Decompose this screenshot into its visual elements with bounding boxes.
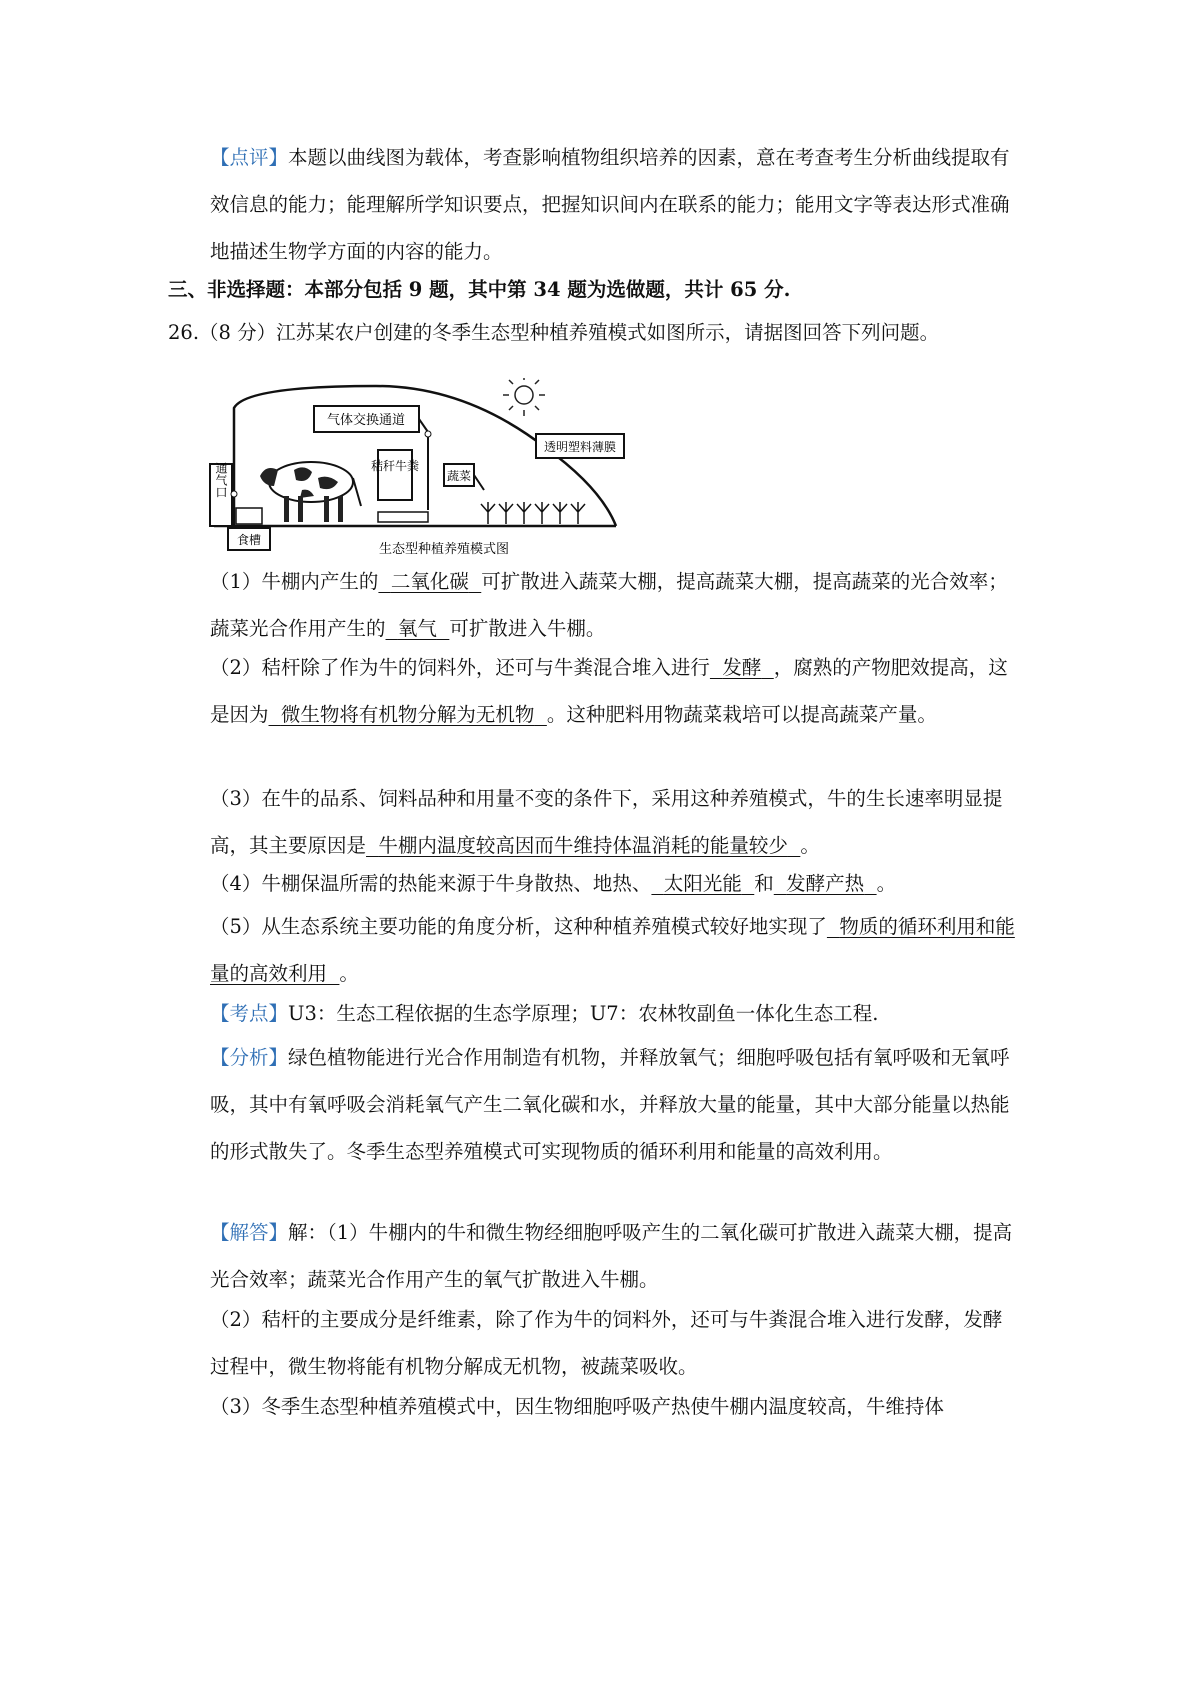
answer-ecosystem-function: 物质的循环利用和能量的高效利用 xyxy=(210,915,1015,985)
sub1-text-d: 可扩散进入牛棚。 xyxy=(449,617,606,640)
answer-solar: 太阳光能 xyxy=(663,872,742,895)
sub3-text-d: 。 xyxy=(800,834,820,857)
straw-box xyxy=(378,450,412,500)
veg-label: 蔬菜 xyxy=(446,469,472,483)
fenxi-paragraph xyxy=(210,1034,1020,1175)
answer-temperature: 牛棚内温度较高因而牛维持体温消耗的能量较少 xyxy=(378,834,788,857)
answer-oxygen: 氧气 xyxy=(397,617,437,640)
sub4-text-c: 和 xyxy=(754,872,774,895)
sub-question-4 xyxy=(210,860,1020,907)
sub2-text-c: ，腐熟的产物肥效提高，这是因为 xyxy=(210,656,1008,726)
vegetable-plants xyxy=(481,502,585,524)
answer-fermentation: 发酵 xyxy=(722,656,762,679)
sub-question-1 xyxy=(210,558,1020,652)
answer-fermentation-heat: 发酵产热 xyxy=(786,872,865,895)
jieda-paragraph-1 xyxy=(210,1209,1020,1303)
sun-icon xyxy=(503,378,545,416)
jieda-text-1: 解：（1）牛棚内的牛和微生物经细胞呼吸产生的二氧化碳可扩散进入蔬菜大棚，提高光合效率；蔬菜光合作用产生的氧气扩散进入牛棚。 xyxy=(210,1221,1013,1291)
diagram-caption: 生态型种植养殖模式图 xyxy=(378,542,510,557)
cow-illustration xyxy=(260,462,361,522)
jieda-paragraph-2: （2）秸杆的主要成分是纤维素，除了作为牛的饲料外，还可与牛粪混合堆入进行发酵，发酵过程中，微生物将能有机物分解成无机物，被蔬菜吸收。 xyxy=(210,1308,1003,1378)
vent-label: 通气口 xyxy=(214,462,228,498)
answer-co2: 二氧化碳 xyxy=(390,570,469,593)
kaodian-text: U3：生态工程依据的生态学原理；U7：农林牧副鱼一体化生态工程. xyxy=(288,1002,879,1025)
fenxi-tag: 【分析】 xyxy=(210,1046,289,1069)
trough-label: 食槽 xyxy=(236,533,262,547)
sub4-text-d: 。 xyxy=(876,872,897,895)
film-label: 透明塑料薄膜 xyxy=(543,440,617,454)
jieda-tag: 【解答】 xyxy=(210,1221,289,1244)
jieda-paragraph-3: （3）冬季生态型种植养殖模式中，因生物细胞呼吸产热使牛棚内温度较高，牛维持体 xyxy=(210,1395,944,1418)
review-tag: 【点评】 xyxy=(210,146,289,169)
kaodian-tag: 【考点】 xyxy=(210,1002,289,1025)
review-paragraph xyxy=(210,134,1020,275)
sub5-text-a: （5）从生态系统主要功能的角度分析，这种种植养殖模式较好地实现了 xyxy=(210,915,827,938)
sub2-text-d: 。这种肥料用物蔬菜栽培可以提高蔬菜产量。 xyxy=(546,703,937,726)
kaodian-paragraph xyxy=(210,990,1020,1037)
section-heading: 三、非选择题：本部分包括 9 题，其中第 34 题为选做题，共计 65 分. xyxy=(168,278,791,301)
sub1-text-a: （1）牛棚内产生的 xyxy=(210,570,379,593)
question-stem: 26.（8 分）江苏某农户创建的冬季生态型种植养殖模式如图所示，请据图回答下列问题。 xyxy=(168,321,940,344)
review-text: 本题以曲线图为载体，考查影响植物组织培养的因素，意在考查考生分析曲线提取有效信息的能力；能理解所学知识要点，把握知识间内在联系的能力；能用文字等表达形式准确地描述生物学方面的内容的能力。 xyxy=(210,146,1010,263)
sub2-text-a: （2）秸杆除了作为牛的饲料外，还可与牛粪混合堆入进行 xyxy=(210,656,710,679)
sub4-text-a: （4）牛棚保温所需的热能来源于牛身散热、地热、 xyxy=(210,872,652,895)
fenxi-text: 绿色植物能进行光合作用制造有机物，并释放氧气；细胞呼吸包括有氧呼吸和无氧呼吸，其中有氧呼吸会消耗氧气产生二氧化碳和水，并释放大量的能量，其中大部分能量以热能的形式散失了。冬季生态型养殖模式可实现物质的循环利用和能量的高效利用。 xyxy=(210,1046,1010,1163)
sub-question-2 xyxy=(210,644,1020,738)
sub-question-5 xyxy=(210,903,1020,997)
answer-microbes: 微生物将有机物分解为无机物 xyxy=(280,703,535,726)
sub5-text-d: 。 xyxy=(339,962,359,985)
sub3-text-a: （3）在牛的品系、饲料品种和用量不变的条件下，采用这种养殖模式，牛的生长速率明显提高，其主要原因是 xyxy=(210,787,1003,857)
sub1-text-c: 可扩散进入蔬菜大棚，提高蔬菜大棚，提高蔬菜的光合效率；蔬菜光合作用产生的 xyxy=(210,570,1008,640)
sub-question-3 xyxy=(210,775,1020,869)
straw-label: 秸秆牛粪 xyxy=(370,459,420,473)
gas-channel-label: 气体交换通道 xyxy=(326,413,406,428)
